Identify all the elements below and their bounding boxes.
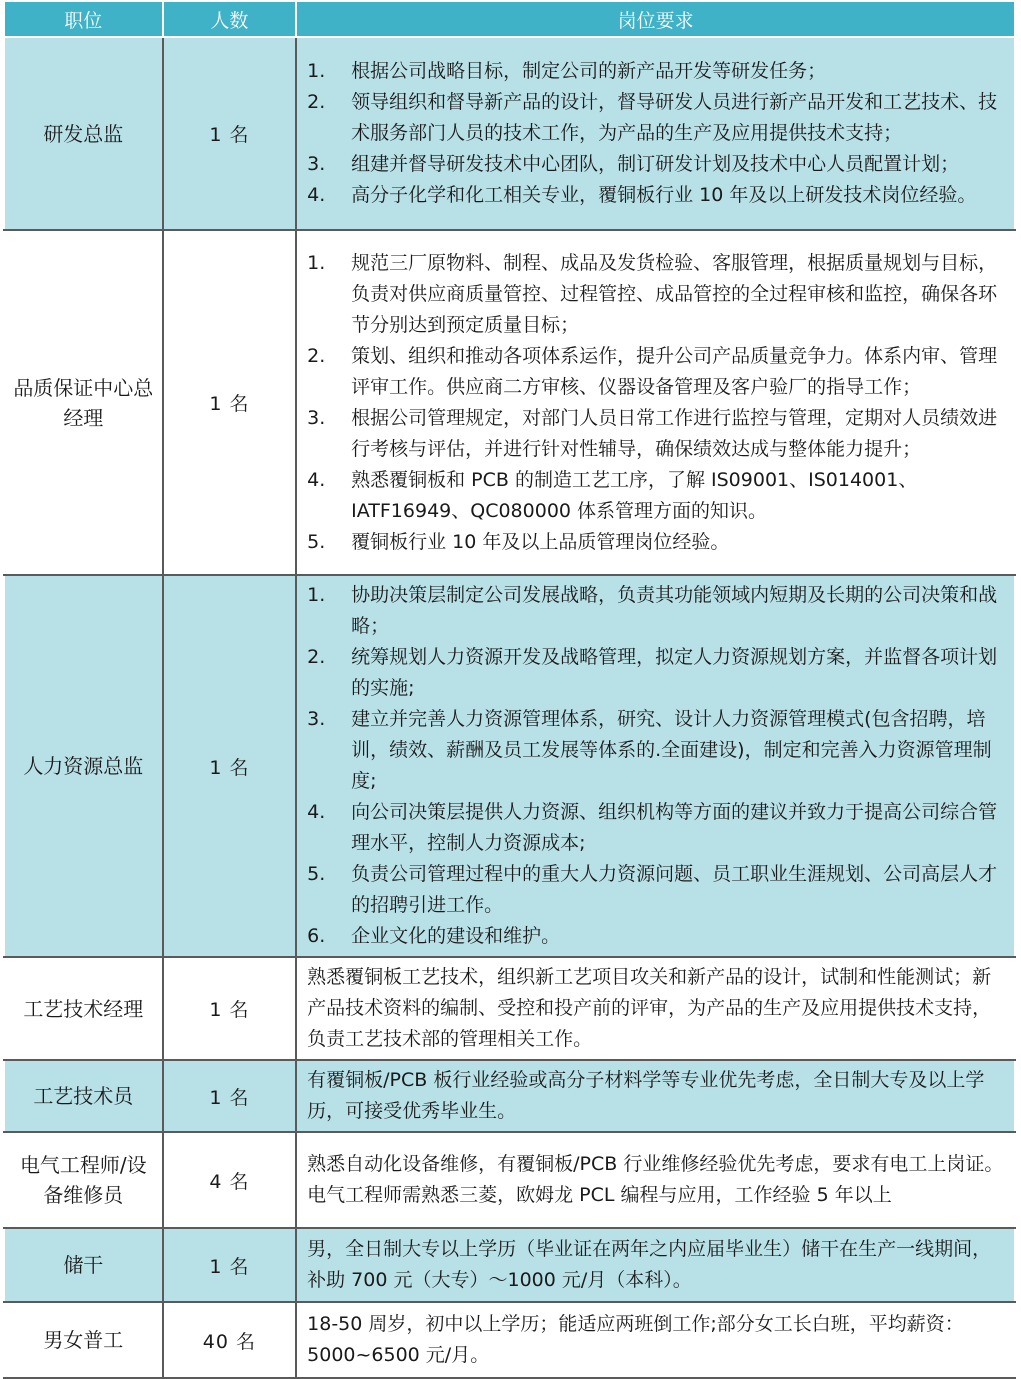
table-row	[4, 575, 1015, 957]
requirement-item: 1. 根据公司战略目标，制定公司的新产品开发等研发任务；	[307, 60, 827, 82]
requirements-cell: 熟悉覆铜板工艺技术，组织新工艺项目攻关和新产品的设计，试制和性能测试；新产品技术资料的编制、受控和投产前的评审，为产品的生产及应用提供技术支持，负责工艺技术部的管理相关工作。	[296, 957, 1015, 1060]
position-cell: 品质保证中心总经理	[4, 230, 163, 575]
requirement-text-2: 电气工程师需熟悉三菱，欧姆龙 PCL 编程与应用，工作经验 5 年以上	[307, 1184, 892, 1206]
requirement-item: 2. 策划、组织和推动各项体系运作，提升公司产品质量竞争力。体系内审、管理评审工作。供应商二方审核、仪器设备管理及客户验厂的指导工作；	[307, 344, 998, 398]
count-cell: 40 名	[163, 1302, 297, 1378]
requirements-cell: 男，全日制大专以上学历（毕业证在两年之内应届毕业生）储干在生产一线期间，补助 700 元（大专）～1000 元/月（本科）。	[296, 1228, 1015, 1302]
requirement-item: 3. 建立并完善人力资源管理体系，研究、设计人力资源管理模式(包含招聘，培训，绩效、薪酬及员工发展等体系的.全面建设)，制定和完善入力资源管理制度;	[307, 708, 992, 792]
requirement-item: 6. 企业文化的建设和维护。	[307, 925, 561, 947]
requirement-item: 4. 熟悉覆铜板和 PCB 的制造工艺工序，了解 IS09001、IS014001、IATF16949、QC080000 体系管理方面的知识。	[307, 468, 918, 522]
position-cell: 研发总监	[4, 37, 163, 230]
requirements-cell	[296, 1132, 1015, 1228]
requirement-item: 4. 向公司决策层提供人力资源、组织机构等方面的建议并致力于提高公司综合管理水平，控制人力资源成本;	[307, 801, 998, 854]
job-table	[3, 0, 1016, 1379]
table-header-row	[4, 1, 1015, 37]
position-cell: 工艺技术员	[4, 1060, 163, 1132]
table-row	[4, 230, 1015, 575]
requirement-item: 1. 规范三厂原物料、制程、成品及发货检验、客服管理，根据质量规划与目标，负责对供应商质量管控、过程管控、成品管控的全过程审核和监控，确保各环节分别达到预定质量目标；	[307, 251, 998, 336]
position-cell: 人力资源总监	[4, 575, 163, 957]
requirements-cell	[296, 230, 1015, 575]
requirement-item: 2. 领导组织和督导新产品的设计，督导研发人员进行新产品开发和工艺技术、技术服务部门人员的技术工作，为产品的生产及应用提供技术支持；	[307, 91, 998, 144]
requirement-item: 3. 组建并督导研发技术中心团队，制订研发计划及技术中心人员配置计划；	[307, 153, 960, 175]
count-cell: 1 名	[163, 957, 297, 1060]
requirements-cell	[296, 575, 1015, 957]
count-cell: 1 名	[163, 230, 297, 575]
count-cell: 1 名	[163, 575, 297, 957]
position-cell: 电气工程师/设备维修员	[4, 1132, 163, 1228]
table-row	[4, 37, 1015, 230]
header-position: 职位	[4, 1, 163, 37]
table-row	[4, 1228, 1015, 1302]
position-cell: 男女普工	[4, 1302, 163, 1378]
requirement-item: 3. 根据公司管理规定，对部门人员日常工作进行监控与管理，定期对人员绩效进行考核与评估，并进行针对性辅导，确保绩效达成与整体能力提升；	[307, 406, 998, 460]
requirement-item: 5. 覆铜板行业 10 年及以上品质管理岗位经验。	[307, 530, 730, 553]
count-cell: 1 名	[163, 1060, 297, 1132]
position-cell: 工艺技术经理	[4, 957, 163, 1060]
table-row	[4, 1060, 1015, 1132]
requirement-item: 4. 高分子化学和化工相关专业，覆铜板行业 10 年及以上研发技术岗位经验。	[307, 184, 977, 206]
table-row	[4, 1132, 1015, 1228]
requirement-text: 熟悉自动化设备维修，有覆铜板/PCB 行业维修经验优先考虑，要求有电工上岗证。	[307, 1153, 1004, 1175]
requirement-item: 1. 协助决策层制定公司发展战略，负责其功能领域内短期及长期的公司决策和战略；	[307, 584, 998, 637]
header-count: 人数	[163, 1, 297, 37]
requirement-item: 2. 统筹规划人力资源开发及战略管理，拟定人力资源规划方案，并监督各项计划的实施;	[307, 646, 998, 699]
header-requirements: 岗位要求	[296, 1, 1015, 37]
count-cell: 4 名	[163, 1132, 297, 1228]
table-row	[4, 1302, 1015, 1378]
table-row	[4, 957, 1015, 1060]
requirements-cell: 有覆铜板/PCB 板行业经验或高分子材料学等专业优先考虑，全日制大专及以上学历，可接受优秀毕业生。	[296, 1060, 1015, 1132]
requirements-cell: 18-50 周岁，初中以上学历；能适应两班倒工作;部分女工长白班，平均薪资：5000~6500 元/月。	[296, 1302, 1015, 1378]
requirements-cell	[296, 37, 1015, 230]
requirement-item: 5. 负责公司管理过程中的重大人力资源问题、员工职业生涯规划、公司高层人才的招聘引进工作。	[307, 863, 998, 916]
count-cell: 1 名	[163, 1228, 297, 1302]
position-cell: 储干	[4, 1228, 163, 1302]
count-cell: 1 名	[163, 37, 297, 230]
